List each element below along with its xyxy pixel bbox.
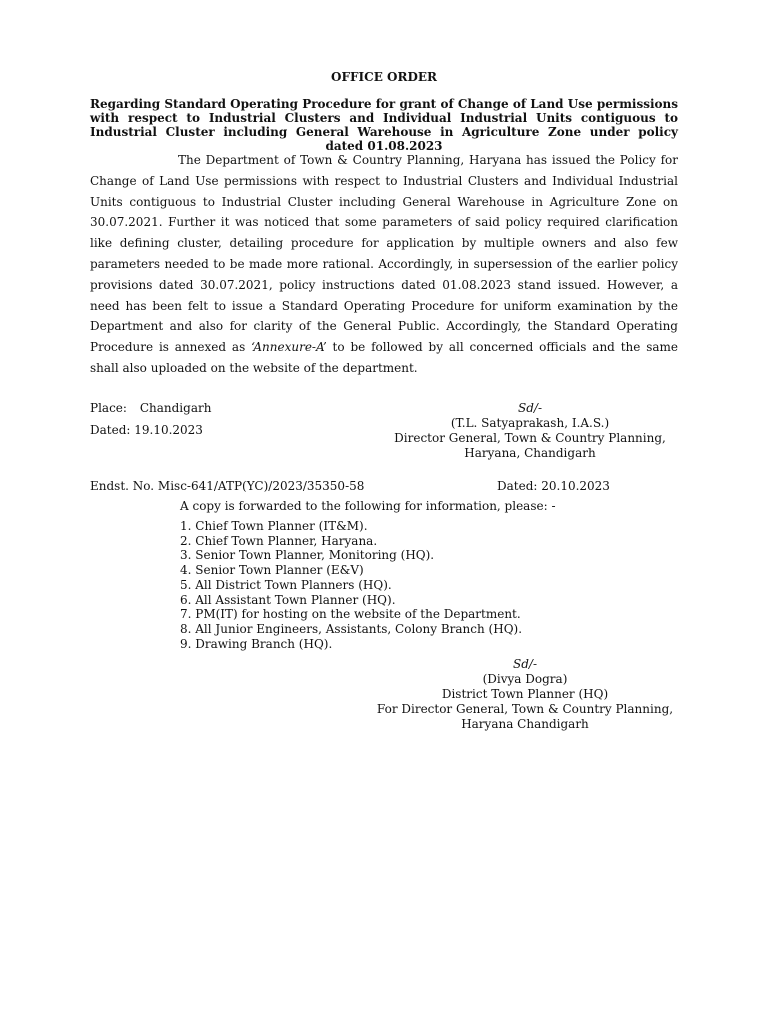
recipient-list [180,519,522,651]
body-text-part1: The Department of Town & Country Planning, Haryana has issued the Policy for Change of Land Use permissions with respect to Industrial Clusters and Individual Industrial Units contiguous to Industrial Cluster including General Warehouse in Agriculture Zone on 30.07.2021. Further it was noticed that some parameters of said policy required clarification like defining cluster, detailing procedure for application by multiple owners and also few parameters needed to be made more rational. Accordingly, in supersession of the earlier policy provisions dated 30.07.2021, policy instructions dated 01.08.2023 stand issued. However, a need has been felt to issue a Standard Operating Procedure for uniform examination by the Department and also for clarity of the General Public. Accordingly, the Standard Operating Procedure is annexed as [90,153,678,355]
signatory-name: (T.L. Satyaprakash, I.A.S.) [450,416,610,430]
copy-forward-intro: A copy is forwarded to the following for information, please: - [180,499,556,513]
signatory-for-line: For Director General, Town & Country Planning, [376,702,674,716]
signatory-location: Haryana, Chandigarh [464,446,596,460]
place-label: Place: [90,401,127,415]
order-body [90,150,678,379]
signature-mark: Sd/- [513,657,537,671]
page-title: OFFICE ORDER [331,70,437,84]
signatory-location: Haryana Chandigarh [461,717,589,731]
list-item: 7. PM(IT) for hosting on the website of the Department. [180,607,521,622]
signature-block-dtp [370,657,680,732]
list-item: 1. Chief Town Planner (IT&M). [180,519,368,533]
issue-date: Dated: 19.10.2023 [90,423,203,437]
signature-block-director [380,401,680,461]
list-item: 8. All Junior Engineers, Assistants, Colony Branch (HQ). [180,621,523,636]
body-text-part2: to be followed by all concerned officials and the same shall also uploaded on the website of the department. [90,340,679,375]
annexure-reference: ‘Annexure-A’ [251,340,327,355]
endorsement-date: Dated: 20.10.2023 [497,479,610,493]
list-item: 2. Chief Town Planner, Haryana. [180,533,378,548]
list-item: 6. All Assistant Town Planner (HQ). [180,592,396,607]
order-subject: Regarding Standard Operating Procedure for grant of Change of Land Use permissions with respect to Industrial Clusters and Individual Industrial Units contiguous to Industrial Cluster including General Warehouse in Agriculture Zone under policy dated 01.08.2023 [90,97,678,153]
list-item: 3. Senior Town Planner, Monitoring (HQ). [180,548,435,563]
list-item: 5. All District Town Planners (HQ). [180,577,392,592]
signatory-designation: District Town Planner (HQ) [441,687,609,701]
place-line [90,401,211,415]
list-item: 9. Drawing Branch (HQ). [180,636,333,651]
signature-mark: Sd/- [518,401,542,415]
list-item: 4. Senior Town Planner (E&V) [180,563,364,578]
place-value: Chandigarh [139,401,212,415]
signatory-name: (Divya Dogra) [482,672,568,686]
signatory-designation: Director General, Town & Country Planning, [394,431,666,445]
endorsement-number: Endst. No. Misc-641/ATP(YC)/2023/35350-58 [90,479,365,493]
